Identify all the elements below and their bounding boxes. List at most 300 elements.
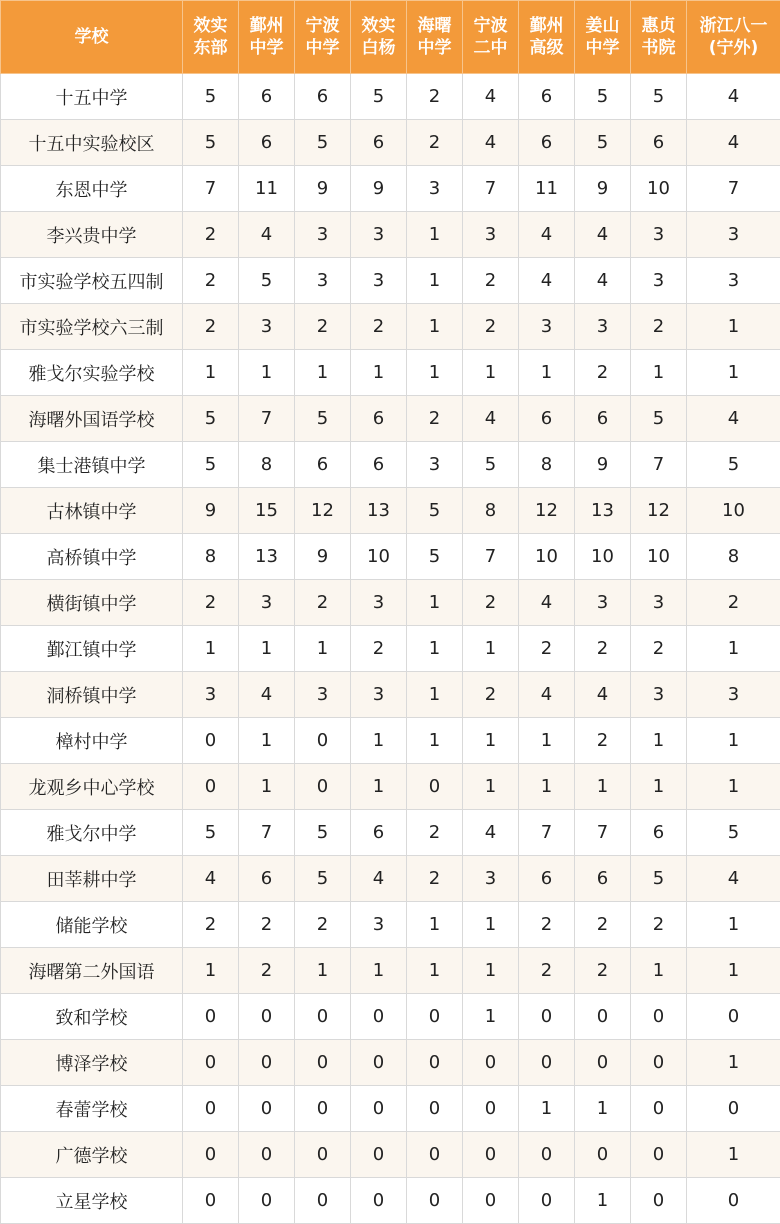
table-row: [1, 488, 780, 534]
quota-cell: 6: [519, 856, 575, 902]
quota-cell: 2: [463, 580, 519, 626]
quota-cell: 8: [463, 488, 519, 534]
quota-cell: 7: [575, 810, 631, 856]
quota-cell: 1: [575, 764, 631, 810]
quota-cell: 1: [295, 626, 351, 672]
quota-cell: 1: [407, 626, 463, 672]
quota-cell: 0: [183, 994, 239, 1040]
quota-cell: 3: [239, 580, 295, 626]
quota-cell: 2: [183, 580, 239, 626]
quota-cell: 4: [519, 672, 575, 718]
column-header-line1: 效实: [183, 15, 238, 37]
quota-cell: 2: [239, 948, 295, 994]
quota-cell: 1: [183, 350, 239, 396]
quota-cell: 0: [183, 718, 239, 764]
school-name: 储能学校: [1, 902, 183, 948]
table-row: [1, 396, 780, 442]
quota-cell: 10: [519, 534, 575, 580]
quota-cell: 9: [295, 534, 351, 580]
quota-cell: 5: [575, 74, 631, 120]
quota-cell: 6: [239, 120, 295, 166]
column-header-line1: 鄞州: [239, 15, 294, 37]
quota-cell: 0: [239, 1040, 295, 1086]
quota-cell: 4: [463, 120, 519, 166]
quota-cell: 10: [687, 488, 780, 534]
quota-cell: 1: [687, 626, 780, 672]
quota-cell: 4: [575, 212, 631, 258]
column-header: [575, 1, 631, 74]
quota-cell: 5: [183, 120, 239, 166]
table-row: [1, 212, 780, 258]
quota-cell: 6: [519, 74, 575, 120]
table-row: [1, 994, 780, 1040]
quota-cell: 2: [407, 396, 463, 442]
quota-cell: 0: [239, 994, 295, 1040]
school-name: 龙观乡中心学校: [1, 764, 183, 810]
quota-cell: 9: [183, 488, 239, 534]
table-row: [1, 626, 780, 672]
column-header: [519, 1, 575, 74]
quota-cell: 8: [239, 442, 295, 488]
quota-cell: 1: [463, 350, 519, 396]
school-name: 东恩中学: [1, 166, 183, 212]
quota-cell: 2: [295, 902, 351, 948]
quota-cell: 0: [239, 1132, 295, 1178]
quota-cell: 6: [575, 396, 631, 442]
quota-cell: 1: [687, 902, 780, 948]
column-header: [183, 1, 239, 74]
school-name: 雅戈尔中学: [1, 810, 183, 856]
quota-cell: 7: [239, 396, 295, 442]
column-header-line1: 鄞州: [519, 15, 574, 37]
quota-cell: 3: [351, 212, 407, 258]
quota-cell: 1: [295, 350, 351, 396]
quota-cell: 6: [519, 120, 575, 166]
school-name: 横街镇中学: [1, 580, 183, 626]
column-header-line2: 高级: [519, 37, 574, 59]
quota-cell: 0: [407, 1086, 463, 1132]
quota-cell: 1: [295, 948, 351, 994]
quota-cell: 3: [463, 212, 519, 258]
quota-cell: 3: [295, 672, 351, 718]
quota-cell: 7: [239, 810, 295, 856]
quota-cell: 3: [351, 902, 407, 948]
quota-cell: 5: [687, 810, 780, 856]
quota-cell: 11: [239, 166, 295, 212]
quota-cell: 2: [575, 718, 631, 764]
quota-cell: 6: [351, 442, 407, 488]
quota-cell: 2: [183, 304, 239, 350]
quota-cell: 3: [519, 304, 575, 350]
quota-cell: 7: [463, 166, 519, 212]
school-name: 洞桥镇中学: [1, 672, 183, 718]
quota-cell: 1: [463, 718, 519, 764]
quota-cell: 6: [351, 810, 407, 856]
quota-cell: 9: [351, 166, 407, 212]
quota-cell: 1: [183, 948, 239, 994]
quota-cell: 0: [631, 1132, 687, 1178]
school-name: 春蕾学校: [1, 1086, 183, 1132]
quota-cell: 4: [687, 74, 780, 120]
quota-cell: 5: [631, 856, 687, 902]
quota-cell: 1: [519, 1086, 575, 1132]
table-row: [1, 810, 780, 856]
quota-cell: 13: [239, 534, 295, 580]
column-header-line1: 宁波: [463, 15, 518, 37]
quota-cell: 2: [295, 304, 351, 350]
quota-cell: 1: [687, 1040, 780, 1086]
quota-cell: 4: [351, 856, 407, 902]
quota-cell: 6: [239, 74, 295, 120]
quota-cell: 1: [687, 718, 780, 764]
quota-cell: 1: [407, 948, 463, 994]
quota-cell: 2: [519, 626, 575, 672]
column-header-line2: 中学: [239, 37, 294, 59]
table-row: [1, 580, 780, 626]
column-header-line2: 中学: [575, 37, 630, 59]
quota-cell: 1: [687, 948, 780, 994]
quota-cell: 12: [295, 488, 351, 534]
quota-cell: 0: [575, 1040, 631, 1086]
quota-cell: 1: [407, 350, 463, 396]
quota-cell: 6: [239, 856, 295, 902]
school-name: 海曙第二外国语: [1, 948, 183, 994]
quota-cell: 1: [631, 718, 687, 764]
quota-cell: 4: [687, 856, 780, 902]
quota-cell: 1: [239, 764, 295, 810]
quota-cell: 6: [295, 442, 351, 488]
quota-cell: 0: [687, 1178, 780, 1224]
school-name: 广德学校: [1, 1132, 183, 1178]
table-row: [1, 1040, 780, 1086]
quota-cell: 2: [575, 948, 631, 994]
quota-cell: 7: [631, 442, 687, 488]
quota-cell: 6: [631, 120, 687, 166]
quota-cell: 3: [687, 258, 780, 304]
quota-cell: 1: [519, 718, 575, 764]
column-header: [407, 1, 463, 74]
quota-cell: 4: [519, 580, 575, 626]
quota-cell: 4: [519, 212, 575, 258]
quota-cell: 1: [407, 718, 463, 764]
quota-cell: 4: [687, 396, 780, 442]
quota-cell: 1: [687, 764, 780, 810]
quota-cell: 10: [575, 534, 631, 580]
quota-cell: 0: [519, 994, 575, 1040]
quota-cell: 0: [295, 1178, 351, 1224]
quota-cell: 2: [631, 902, 687, 948]
quota-cell: 1: [351, 948, 407, 994]
quota-cell: 6: [295, 74, 351, 120]
quota-cell: 4: [463, 396, 519, 442]
table-header: [1, 1, 780, 74]
quota-cell: 0: [631, 994, 687, 1040]
quota-cell: 5: [295, 396, 351, 442]
quota-cell: 0: [295, 994, 351, 1040]
quota-cell: 3: [351, 672, 407, 718]
quota-cell: 0: [519, 1040, 575, 1086]
quota-cell: 12: [519, 488, 575, 534]
quota-cell: 5: [183, 396, 239, 442]
quota-cell: 1: [239, 718, 295, 764]
column-header-line1: 海曙: [407, 15, 462, 37]
quota-cell: 6: [631, 810, 687, 856]
quota-cell: 1: [631, 764, 687, 810]
quota-cell: 5: [687, 442, 780, 488]
table-row: [1, 304, 780, 350]
column-header-line2: (宁外): [687, 37, 780, 59]
table-row: [1, 1132, 780, 1178]
quota-cell: 4: [519, 258, 575, 304]
header-school: 学校: [1, 1, 183, 74]
quota-cell: 1: [631, 350, 687, 396]
quota-cell: 6: [351, 396, 407, 442]
quota-cell: 0: [351, 994, 407, 1040]
quota-cell: 0: [463, 1040, 519, 1086]
quota-cell: 0: [295, 1040, 351, 1086]
school-name: 十五中学: [1, 74, 183, 120]
quota-cell: 1: [351, 350, 407, 396]
quota-cell: 0: [295, 718, 351, 764]
quota-cell: 2: [687, 580, 780, 626]
table-row: [1, 764, 780, 810]
quota-cell: 2: [295, 580, 351, 626]
quota-cell: 0: [351, 1040, 407, 1086]
table-row: [1, 718, 780, 764]
quota-cell: 1: [407, 902, 463, 948]
header-row: [1, 1, 780, 74]
quota-cell: 5: [183, 74, 239, 120]
column-header: [463, 1, 519, 74]
quota-cell: 7: [183, 166, 239, 212]
quota-cell: 0: [183, 1132, 239, 1178]
table-row: [1, 74, 780, 120]
quota-cell: 4: [239, 212, 295, 258]
quota-cell: 11: [519, 166, 575, 212]
quota-cell: 6: [575, 856, 631, 902]
quota-cell: 2: [575, 902, 631, 948]
quota-cell: 5: [183, 810, 239, 856]
school-name: 十五中实验校区: [1, 120, 183, 166]
quota-cell: 4: [463, 810, 519, 856]
quota-cell: 3: [351, 580, 407, 626]
quota-cell: 10: [351, 534, 407, 580]
quota-cell: 1: [575, 1086, 631, 1132]
school-name: 立星学校: [1, 1178, 183, 1224]
quota-cell: 9: [575, 166, 631, 212]
quota-cell: 1: [239, 350, 295, 396]
quota-cell: 8: [687, 534, 780, 580]
quota-cell: 0: [687, 994, 780, 1040]
quota-cell: 9: [575, 442, 631, 488]
quota-cell: 0: [519, 1132, 575, 1178]
quota-cell: 0: [407, 994, 463, 1040]
quota-cell: 2: [239, 902, 295, 948]
quota-cell: 0: [631, 1178, 687, 1224]
quota-cell: 1: [687, 350, 780, 396]
quota-cell: 3: [631, 580, 687, 626]
column-header-line2: 书院: [631, 37, 686, 59]
quota-cell: 0: [239, 1178, 295, 1224]
quota-cell: 1: [463, 902, 519, 948]
quota-cell: 2: [463, 672, 519, 718]
quota-cell: 0: [183, 1178, 239, 1224]
quota-cell: 0: [407, 764, 463, 810]
quota-cell: 1: [407, 212, 463, 258]
quota-cell: 3: [407, 442, 463, 488]
quota-cell: 5: [295, 810, 351, 856]
quota-cell: 2: [575, 626, 631, 672]
quota-cell: 3: [183, 672, 239, 718]
quota-cell: 1: [463, 764, 519, 810]
quota-cell: 3: [631, 672, 687, 718]
quota-cell: 3: [631, 258, 687, 304]
quota-cell: 3: [575, 580, 631, 626]
column-header-line2: 中学: [407, 37, 462, 59]
school-name: 鄞江镇中学: [1, 626, 183, 672]
table-row: [1, 902, 780, 948]
table-row: [1, 1086, 780, 1132]
quota-cell: 3: [407, 166, 463, 212]
quota-cell: 2: [351, 304, 407, 350]
quota-cell: 2: [519, 902, 575, 948]
quota-cell: 1: [687, 304, 780, 350]
quota-cell: 5: [631, 74, 687, 120]
column-header: [239, 1, 295, 74]
quota-cell: 4: [687, 120, 780, 166]
table-row: [1, 166, 780, 212]
quota-cell: 1: [183, 626, 239, 672]
quota-cell: 0: [239, 1086, 295, 1132]
quota-cell: 1: [407, 304, 463, 350]
quota-cell: 3: [463, 856, 519, 902]
quota-cell: 0: [519, 1178, 575, 1224]
table-row: [1, 350, 780, 396]
quota-cell: 0: [407, 1040, 463, 1086]
quota-cell: 10: [631, 534, 687, 580]
quota-cell: 6: [519, 396, 575, 442]
quota-cell: 0: [463, 1132, 519, 1178]
school-name: 田莘耕中学: [1, 856, 183, 902]
quota-cell: 1: [407, 672, 463, 718]
quota-cell: 4: [575, 258, 631, 304]
quota-cell: 1: [575, 1178, 631, 1224]
quota-cell: 13: [351, 488, 407, 534]
column-header-line1: 宁波: [295, 15, 350, 37]
table-row: [1, 856, 780, 902]
table-row: [1, 258, 780, 304]
quota-cell: 2: [407, 856, 463, 902]
quota-cell: 4: [463, 74, 519, 120]
quota-cell: 2: [183, 212, 239, 258]
quota-cell: 6: [351, 120, 407, 166]
column-header: [295, 1, 351, 74]
table-row: [1, 534, 780, 580]
quota-cell: 0: [575, 1132, 631, 1178]
quota-cell: 2: [407, 810, 463, 856]
quota-cell: 1: [463, 948, 519, 994]
quota-cell: 7: [519, 810, 575, 856]
quota-cell: 2: [575, 350, 631, 396]
school-name: 高桥镇中学: [1, 534, 183, 580]
quota-cell: 3: [575, 304, 631, 350]
quota-cell: 0: [183, 764, 239, 810]
column-header-line1: 姜山: [575, 15, 630, 37]
quota-cell: 5: [631, 396, 687, 442]
column-header-line2: 东部: [183, 37, 238, 59]
quota-cell: 2: [631, 304, 687, 350]
quota-cell: 5: [295, 856, 351, 902]
quota-cell: 1: [463, 994, 519, 1040]
quota-cell: 5: [407, 534, 463, 580]
column-header-line1: 效实: [351, 15, 406, 37]
column-header-line2: 中学: [295, 37, 350, 59]
school-name: 李兴贵中学: [1, 212, 183, 258]
quota-cell: 1: [351, 718, 407, 764]
quota-cell: 1: [407, 580, 463, 626]
quota-cell: 0: [463, 1178, 519, 1224]
quota-cell: 5: [463, 442, 519, 488]
school-name: 集士港镇中学: [1, 442, 183, 488]
quota-cell: 1: [407, 258, 463, 304]
quota-cell: 0: [295, 1132, 351, 1178]
table-row: [1, 120, 780, 166]
quota-cell: 2: [351, 626, 407, 672]
quota-cell: 3: [295, 212, 351, 258]
quota-cell: 4: [183, 856, 239, 902]
quota-cell: 1: [463, 626, 519, 672]
quota-cell: 4: [575, 672, 631, 718]
school-name: 致和学校: [1, 994, 183, 1040]
quota-cell: 0: [183, 1040, 239, 1086]
quota-cell: 0: [351, 1132, 407, 1178]
table-row: [1, 672, 780, 718]
column-header-line2: 二中: [463, 37, 518, 59]
quota-cell: 2: [407, 120, 463, 166]
quota-cell: 0: [351, 1178, 407, 1224]
quota-cell: 0: [575, 994, 631, 1040]
quota-cell: 8: [519, 442, 575, 488]
quota-cell: 5: [351, 74, 407, 120]
quota-cell: 1: [519, 764, 575, 810]
school-name: 市实验学校五四制: [1, 258, 183, 304]
quota-cell: 0: [295, 764, 351, 810]
school-name: 古林镇中学: [1, 488, 183, 534]
quota-cell: 4: [239, 672, 295, 718]
quota-cell: 0: [463, 1086, 519, 1132]
column-header: [351, 1, 407, 74]
quota-cell: 2: [463, 304, 519, 350]
quota-cell: 0: [183, 1086, 239, 1132]
school-name: 博泽学校: [1, 1040, 183, 1086]
quota-cell: 2: [519, 948, 575, 994]
quota-cell: 1: [239, 626, 295, 672]
school-name: 雅戈尔实验学校: [1, 350, 183, 396]
column-header-line1: 浙江八一: [687, 15, 780, 37]
table-row: [1, 948, 780, 994]
quota-cell: 5: [407, 488, 463, 534]
quota-cell: 0: [407, 1132, 463, 1178]
quota-cell: 0: [351, 1086, 407, 1132]
table-row: [1, 1178, 780, 1224]
quota-cell: 5: [239, 258, 295, 304]
quota-cell: 8: [183, 534, 239, 580]
quota-cell: 1: [631, 948, 687, 994]
school-name: 樟村中学: [1, 718, 183, 764]
quota-cell: 13: [575, 488, 631, 534]
quota-cell: 2: [183, 258, 239, 304]
quota-cell: 3: [687, 212, 780, 258]
